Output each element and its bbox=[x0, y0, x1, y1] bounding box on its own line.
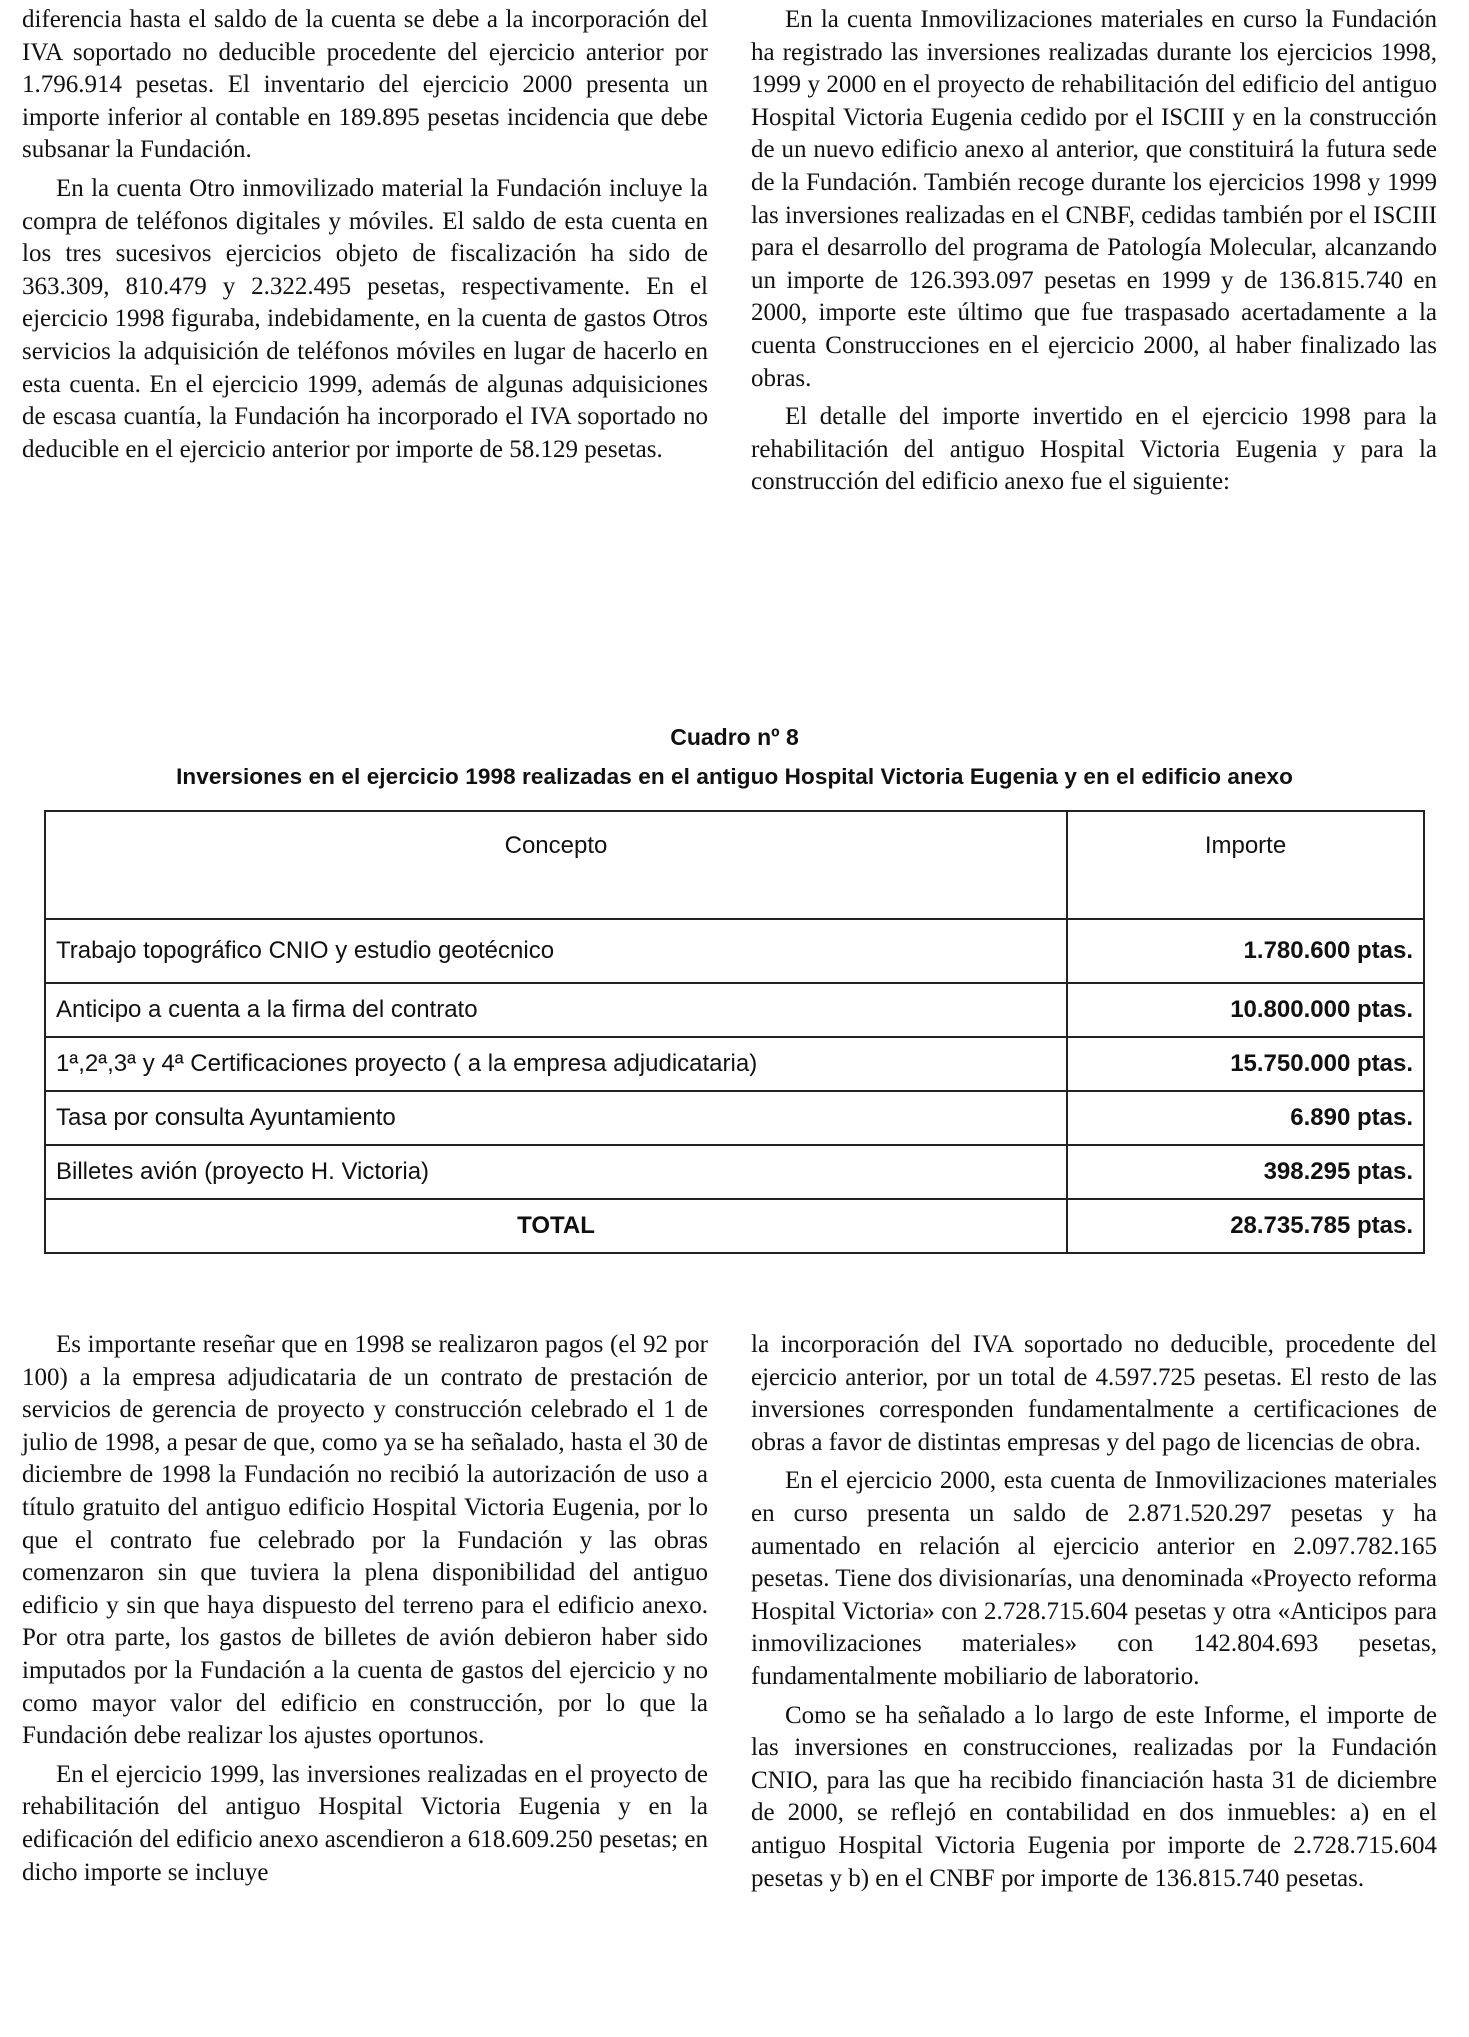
concepto-cell: Anticipo a cuenta a la firma del contrato bbox=[45, 983, 1067, 1037]
paragraph: En el ejercicio 1999, las inversiones realizadas en el proyecto de rehabilitación del antiguo Hospital Victoria Eugenia y en la edificación del edificio anexo ascendieron a 618.609.250 pesetas; en dicho importe se incluye bbox=[22, 1760, 708, 1886]
investments-table bbox=[44, 810, 1425, 1254]
paragraph: Como se ha señalado a lo largo de este Informe, el importe de las inversiones en construcciones, realizadas por la Fundación CNIO, para las que ha recibido financiación hasta 31 de diciembre de 2000, se reflejó en contabilidad en dos inmuebles: a) en el antiguo Hospital Victoria Eugenia por importe de 2.728.715.604 pesetas y b) en el CNBF por importe de 136.815.740 pesetas. bbox=[751, 1701, 1437, 1892]
header-importe: Importe bbox=[1067, 811, 1424, 919]
concepto-cell: Tasa por consulta Ayuntamiento bbox=[45, 1091, 1067, 1145]
concepto-cell: Trabajo topográfico CNIO y estudio geotécnico bbox=[45, 919, 1067, 983]
table-title: Inversiones en el ejercicio 1998 realizadas en el antiguo Hospital Victoria Eugenia y en el edificio anexo bbox=[176, 764, 1293, 789]
importe-cell: 6.890 ptas. bbox=[1067, 1091, 1424, 1145]
table-row bbox=[45, 983, 1424, 1037]
table-row bbox=[45, 919, 1424, 983]
text-column-bottom-left bbox=[22, 1329, 708, 1889]
table-row bbox=[45, 1091, 1424, 1145]
importe-cell: 1.780.600 ptas. bbox=[1067, 919, 1424, 983]
paragraph: diferencia hasta el saldo de la cuenta se debe a la incorporación del IVA soportado no deducible procedente del ejercicio anterior por 1.796.914 pesetas. El inventario del ejercicio 2000 presenta un importe inferior al contable en 189.895 pesetas incidencia que debe subsanar la Fundación. bbox=[22, 6, 708, 164]
table-total-row bbox=[45, 1199, 1424, 1253]
paragraph: la incorporación del IVA soportado no deducible, procedente del ejercicio anterior, por un total de 4.597.725 pesetas. El resto de las inversiones corresponden fundamentalmente a certificaciones de obras a favor de distintas empresas y del pago de licencias de obra. bbox=[751, 1331, 1437, 1456]
text-column-top-right bbox=[751, 4, 1437, 499]
table-number: Cuadro nº 8 bbox=[670, 724, 799, 750]
table-header-row bbox=[45, 811, 1424, 919]
importe-cell: 15.750.000 ptas. bbox=[1067, 1037, 1424, 1091]
paragraph: En la cuenta Inmovilizaciones materiales en curso la Fundación ha registrado las inversiones realizadas durante los ejercicios 1998, 1999 y 2000 en el proyecto de rehabilitación del edificio del antiguo Hospital Victoria Eugenia cedido por el ISCIII y en la construcción de un nuevo edificio anexo al anterior, que constituirá la futura sede de la Fundación. También recoge durante los ejercicios 1998 y 1999 las inversiones realizadas en el CNBF, cedidas también por el ISCIII para el desarrollo del programa de Patología Molecular, alcanzando un importe de 126.393.097 pesetas en 1999 y de 136.815.740 en 2000, importe este último que fue traspasado acertadamente a la cuenta Construcciones en el ejercicio 2000, al haber finalizado las obras. bbox=[751, 6, 1437, 392]
paragraph: El detalle del importe invertido en el ejercicio 1998 para la rehabilitación del antiguo Hospital Victoria Eugenia y para la construcción del edificio anexo fue el siguiente: bbox=[751, 403, 1437, 496]
paragraph: Es importante reseñar que en 1998 se realizaron pagos (el 92 por 100) a la empresa adjudicataria de un contrato de prestación de servicios de gerencia de proyecto y construcción celebrado el 1 de julio de 1998, a pesar de que, como ya se ha señalado, hasta el 30 de diciembre de 1998 la Fundación no recibió la autorización de uso a título gratuito del antiguo edificio Hospital Victoria Eugenia, por lo que el contrato fue celebrado por la Fundación y las obras comenzaron sin que tuviera la plena disponibilidad del antiguo edificio y sin que haya dispuesto del terreno para el edificio anexo. Por otra parte, los gastos de billetes de avión debieron haber sido imputados por la Fundación a la cuenta de gastos del ejercicio y no como mayor valor del edificio en construcción, por lo que la Fundación debe realizar los ajustes oportunos. bbox=[22, 1331, 708, 1750]
concepto-cell: 1ª,2ª,3ª y 4ª Certificaciones proyecto ( a la empresa adjudicataria) bbox=[45, 1037, 1067, 1091]
importe-cell: 398.295 ptas. bbox=[1067, 1145, 1424, 1199]
paragraph: En la cuenta Otro inmovilizado material la Fundación incluye la compra de teléfonos digitales y móviles. El saldo de esta cuenta en los tres sucesivos ejercicios objeto de fiscalización ha sido de 363.309, 810.479 y 2.322.495 pesetas, respectivamente. En el ejercicio 1998 figuraba, indebidamente, en la cuenta de gastos Otros servicios la adquisición de teléfonos móviles en lugar de hacerlo en esta cuenta. En el ejercicio 1999, además de algunas adquisiciones de escasa cuantía, la Fundación ha incorporado el IVA soportado no deducible en el ejercicio anterior por importe de 58.129 pesetas. bbox=[22, 174, 708, 463]
table-row bbox=[45, 1037, 1424, 1091]
text-column-bottom-right bbox=[751, 1329, 1437, 1895]
header-concepto: Concepto bbox=[45, 811, 1067, 919]
concepto-cell: Billetes avión (proyecto H. Victoria) bbox=[45, 1145, 1067, 1199]
total-amount: 28.735.785 ptas. bbox=[1067, 1199, 1424, 1253]
table-row bbox=[45, 1145, 1424, 1199]
paragraph: En el ejercicio 2000, esta cuenta de Inmovilizaciones materiales en curso presenta un saldo de 2.871.520.297 pesetas y ha aumentado en relación al ejercicio anterior en 2.097.782.165 pesetas. Tiene dos divisionarías, una denominada «Proyecto reforma Hospital Victoria» con 2.728.715.604 pesetas y otra «Anticipos para inmovilizaciones materiales» con 142.804.693 pesetas, fundamentalmente mobiliario de laboratorio. bbox=[751, 1467, 1437, 1690]
text-column-top-left bbox=[22, 4, 708, 466]
total-label: TOTAL bbox=[45, 1199, 1067, 1253]
importe-cell: 10.800.000 ptas. bbox=[1067, 983, 1424, 1037]
